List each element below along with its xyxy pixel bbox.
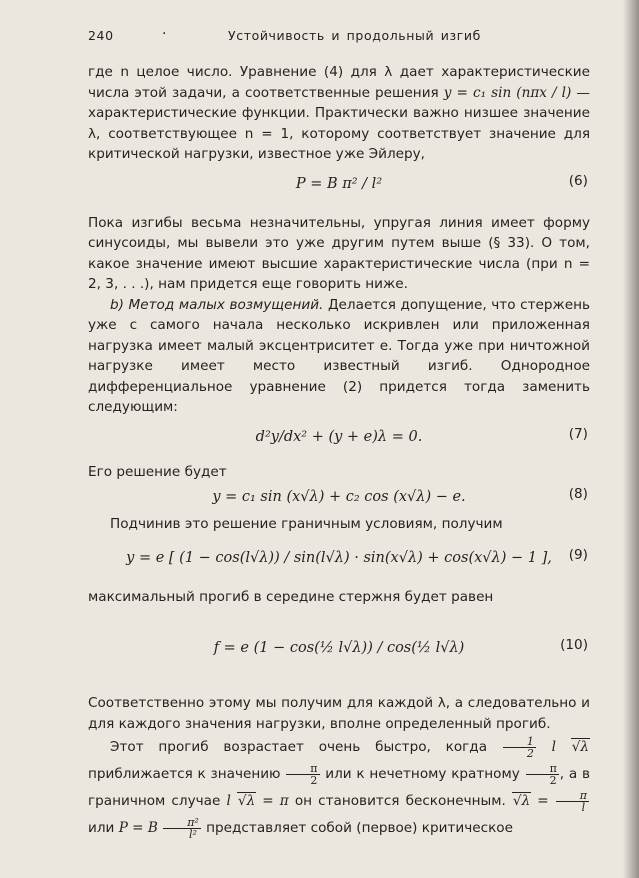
paragraph-8-c: или к нечетному кратному [325,766,520,782]
paragraph-7: Соответственно этому мы получим для каждой λ, а следовательно и для каждого значения нагрузки, вполне определенный прогиб. [88,695,590,732]
equation-6-number: (6) [568,172,588,189]
equation-8-formula: y = c₁ sin (x√λ) + c₂ cos (x√λ) − e. [212,489,466,505]
equation-7-number: (7) [568,425,588,442]
equation-8 [88,482,590,514]
equation-6 [88,169,590,209]
paragraph-3-text: Делается допущение, что стержень уже с самого начала несколько искривлен или приложенная нагрузка имеет малый эксцентриситет e. Тогда уже при ничтожной нагрузке имеет место известный изгиб. Однородное дифференциальное уравнение (2) придется тогда заменить следующим: [88,296,590,415]
equation-6-formula: P = B π² / l² [295,175,383,192]
spine-shadow [623,0,639,878]
equation-10-number: (10) [560,637,588,653]
paragraph-4: Его решение будет [88,463,227,480]
paragraph-3 [88,295,590,418]
paragraph-5: Подчинив это решение граничным условиям, получим [110,516,503,532]
sqrt-lambda-eq: √λ = $\frac{\pi}{l}$ [512,789,588,814]
equation-9-formula: y = e [ (1 − cos(l√λ)) / sin(l√λ) · sin(x√λ) + cos(x√λ) − 1 ], [126,549,552,566]
paragraph-8-a: Этот прогиб возрастает очень быстро, когда [110,739,488,755]
paragraph-8: Этот прогиб возрастает очень быстро, когда $\frac{1}{2}$ l √λ приближается к значению $\frac{\pi}{2}$ или к нечетному кратному $\frac{\pi}{2}$ , а в граничном случае l √λ = π он становится бесконечным. √λ = $\frac{\pi}{l}$ или P = B $\frac{\text{π²}}{\text{l²}}$ представляет собой (первое) критическое [88,735,590,841]
half-l-sqrt-lambda: $\frac{1}{2}$ l √λ [502,739,590,755]
equation-9 [88,543,590,587]
paragraph-8-e: он становится бесконечным. [294,793,506,809]
equation-8-number: (8) [568,486,588,502]
equation-7-formula: d²y/dx² + (y + e)λ = 0. [255,428,423,445]
paragraph-1: где n целое число. Уравнение (4) для λ дает характеристические числа этой задачи, а соответственные решения y = c₁ sin (nπx / l) — характеристические функции. Практически важно низшее значение λ, соответствующее n = 1, которому соответствует значение для критической нагрузки, известное уже Эйлеру, [88,64,591,162]
inline-formula-1: y = c₁ sin (nπx / l) [443,84,572,101]
equation-10 [88,615,590,685]
equation-7 [88,422,590,462]
page-body [88,62,590,842]
boundary-condition: l √λ = π [226,793,289,809]
page-number: 240 [88,28,114,43]
paragraph-1-text: где n целое число. Уравнение (4) для λ дает характеристические числа этой задачи, а соответственные решения [88,64,590,101]
pi-over-2-b: $\frac{\pi}{2}$ [526,763,559,786]
paragraph-1-cont: характеристические функции. Практически важно низшее значение λ, соответствующее n = 1, которому соответствует значение для критической нагрузки, известное уже Эйлеру, [88,105,590,162]
running-head: Устойчивость и продольный изгиб [228,28,481,43]
paragraph-6: максимальный прогиб в середине стержня будет равен [88,588,494,605]
header-dot: · [162,26,168,42]
section-label: b) Метод малых возмущений. [110,296,324,313]
critical-load: P = B $\frac{\text{π²}}{\text{l²}}$ [118,816,199,841]
equation-9-number: (9) [568,546,588,563]
pi-over-2-a: $\frac{\pi}{2}$ [286,763,319,786]
paragraph-8-b: приближается к значению [88,766,281,782]
paragraph-8-f: или [88,820,115,836]
paragraph-8-d: а в граничном случае [88,766,590,809]
equation-10-formula: f = e (1 − cos(½ l√λ)) / cos(½ l√λ) [213,640,465,656]
paragraph-8-g: представляет собой (первое) критическое [206,820,513,836]
paragraph-2: Пока изгибы весьма незначительны, упругая линия имеет форму синусоиды, мы вывели это уже другим путем выше (§ 33). О том, какое значение имеют высшие характеристические числа (при n = 2, 3, . . .), нам придется еще говорить ниже. [88,214,590,292]
